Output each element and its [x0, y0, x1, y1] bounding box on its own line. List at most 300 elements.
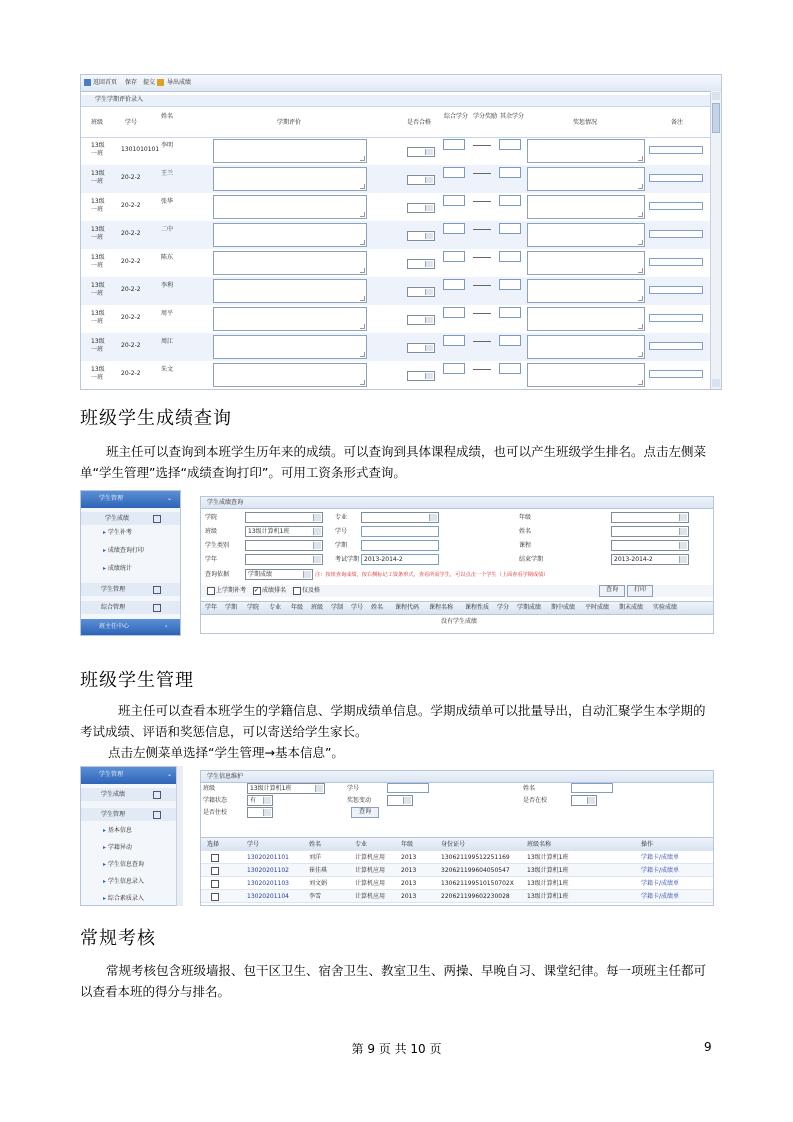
cell-major: 计算机应用	[355, 854, 386, 861]
remark-input[interactable]	[649, 174, 703, 182]
row-name: 周平	[161, 310, 174, 317]
result-col: 期中成绩	[551, 604, 576, 611]
result-col: 姓名	[371, 604, 384, 611]
query-value: 学期成绩	[248, 571, 273, 578]
form-label: 学号	[335, 528, 348, 535]
row-id: 20-2-2	[121, 202, 141, 209]
submenu-list	[81, 827, 181, 906]
row-class: 13级 一班	[91, 198, 105, 213]
select-checkbox[interactable]	[211, 867, 219, 875]
award-dash	[473, 145, 491, 146]
row-id: 1301010101	[121, 146, 160, 153]
collapse-icon[interactable]	[153, 515, 161, 523]
table-row	[201, 864, 713, 877]
cell-class: 13级计算机1班	[527, 854, 569, 861]
collapse-icon[interactable]	[153, 811, 161, 819]
table-row	[201, 890, 713, 903]
row-name: 朱文	[161, 366, 174, 373]
toolbar-submit[interactable]: 提交	[143, 79, 156, 86]
expand-icon[interactable]	[153, 586, 161, 594]
cell-name: 刘洋	[309, 854, 322, 861]
table-row	[81, 305, 710, 333]
pass-select[interactable]	[407, 203, 435, 213]
remark-input[interactable]	[649, 370, 703, 378]
form-select[interactable]	[245, 554, 323, 565]
form-label: 姓名	[519, 528, 532, 535]
cell-grade: 2013	[401, 880, 417, 887]
table-row	[81, 193, 710, 221]
panel-title: 学生成绩查询	[207, 499, 244, 506]
id-input[interactable]	[387, 783, 429, 793]
table-row	[81, 361, 710, 389]
info-form	[201, 785, 713, 835]
result-col: 课程代码	[395, 604, 420, 611]
credit-input[interactable]	[443, 251, 465, 262]
scroll-down-arrow-icon[interactable]	[712, 379, 720, 387]
row-name: 李利	[161, 282, 174, 289]
cell-idcard: 130621199512251169	[441, 854, 510, 861]
menu-top-label-2: 学生管理	[99, 771, 124, 778]
award-dash	[473, 229, 491, 230]
menu-sub-stat[interactable]	[103, 565, 132, 573]
form-select[interactable]	[245, 526, 323, 537]
table-row	[201, 851, 713, 864]
result-col: 学期	[225, 604, 238, 611]
submenu-item[interactable]	[103, 895, 144, 903]
score-query-screenshot	[80, 490, 714, 636]
row-class: 13级 一班	[91, 310, 105, 325]
remark-input[interactable]	[649, 314, 703, 322]
col-eval: 学期评价	[277, 119, 302, 126]
reward-textarea[interactable]	[527, 307, 645, 331]
scroll-thumb[interactable]	[712, 103, 720, 133]
score-query-panel	[200, 496, 714, 634]
form-label: 学院	[205, 514, 218, 521]
other-credit-input[interactable]	[499, 335, 521, 346]
credit-input[interactable]	[443, 335, 465, 346]
table-row	[81, 277, 710, 305]
table-row	[81, 249, 710, 277]
credit-input[interactable]	[443, 279, 465, 290]
col-award: 学分奖励	[473, 113, 498, 120]
table-body	[81, 137, 710, 389]
status-value: 有	[250, 797, 257, 804]
cell-grade: 2013	[401, 893, 417, 900]
result-col: 课程名称	[429, 604, 454, 611]
evaluation-textarea[interactable]	[213, 195, 367, 219]
label-name: 姓名	[523, 785, 536, 792]
credit-input[interactable]	[443, 363, 465, 374]
info-col: 操作	[641, 841, 654, 848]
row-id: 20-2-2	[121, 174, 141, 181]
form-label: 学生类别	[205, 542, 230, 549]
reward-textarea[interactable]	[527, 251, 645, 275]
menu-sub-makeup-label: 学生补考	[107, 529, 132, 536]
page-footer: 第 9 页 共 10 页	[351, 1042, 442, 1056]
form-label: 专业	[335, 514, 348, 521]
info-col: 选择	[207, 841, 220, 848]
other-credit-input[interactable]	[499, 139, 521, 150]
reward-textarea[interactable]	[527, 279, 645, 303]
label-inschool: 是否在校	[523, 797, 548, 804]
row-class: 13级 一班	[91, 282, 105, 297]
pass-select[interactable]	[407, 371, 435, 381]
other-credit-input[interactable]	[499, 251, 521, 262]
query-select[interactable]	[245, 569, 313, 580]
cell-name: 刘文娟	[309, 880, 328, 887]
options-row	[201, 585, 713, 597]
col-reward: 奖惩情况	[573, 119, 598, 126]
arrow-icon: ▸	[103, 565, 108, 572]
expand-icon[interactable]	[153, 604, 161, 612]
form-select[interactable]	[611, 540, 689, 551]
reward-textarea[interactable]	[527, 167, 645, 191]
row-class: 13级 一班	[91, 226, 105, 241]
menu-sub-print-label: 成绩查询打印	[107, 547, 144, 554]
result-col: 平时成绩	[585, 604, 610, 611]
table-header	[81, 109, 710, 138]
pass-select[interactable]	[407, 147, 435, 157]
arrow-icon: ▸	[103, 861, 108, 868]
result-col: 学号	[351, 604, 364, 611]
form-select[interactable]	[611, 526, 689, 537]
form-label: 年级	[519, 514, 532, 521]
cell-id[interactable]: 13020201104	[247, 893, 289, 900]
expand-icon[interactable]	[153, 791, 161, 799]
row-name: 王兰	[161, 170, 174, 177]
menu-top-student[interactable]	[81, 491, 180, 508]
menu-item-score-label: 学生成绩	[105, 515, 130, 522]
credit-input[interactable]	[443, 223, 465, 234]
scroll-up-arrow-icon[interactable]	[712, 92, 720, 100]
cell-class: 13级计算机1班	[527, 867, 569, 874]
select-checkbox[interactable]	[211, 854, 219, 862]
cell-class: 13级计算机1班	[527, 880, 569, 887]
info-col: 专业	[355, 841, 368, 848]
evaluation-textarea[interactable]	[213, 335, 367, 359]
row-name: 张华	[161, 198, 174, 205]
form-select[interactable]	[361, 512, 439, 523]
result-col: 课程性质	[465, 604, 490, 611]
award-dash	[473, 369, 491, 370]
class-select-value: 13级计算机1班	[250, 785, 292, 792]
form-select[interactable]	[245, 540, 323, 551]
other-credit-input[interactable]	[499, 167, 521, 178]
toolbar-export[interactable]: 导出成绩	[167, 79, 192, 86]
submenu-label: 综合素质录入	[107, 895, 144, 902]
result-col: 班级	[311, 604, 324, 611]
cell-major: 计算机应用	[355, 880, 386, 887]
info-table-body	[201, 851, 713, 906]
arrow-icon: ▸	[103, 547, 108, 554]
form-select[interactable]	[245, 512, 323, 523]
info-col: 年级	[401, 841, 414, 848]
menu-sub-stat-label: 成绩统计	[107, 565, 132, 572]
row-name: 周江	[161, 338, 174, 345]
result-col: 学分	[497, 604, 510, 611]
result-col: 学期成绩	[517, 604, 542, 611]
page-number: 9	[704, 1040, 712, 1054]
form-select[interactable]	[611, 554, 689, 565]
remark-input[interactable]	[649, 286, 703, 294]
result-col: 年级	[291, 604, 304, 611]
student-info-panel	[200, 770, 714, 906]
print-button[interactable]: 打印	[627, 585, 653, 597]
heading-class-score-query: 班级学生成绩查询	[80, 408, 232, 429]
menu-sub-makeup[interactable]	[103, 529, 132, 537]
pass-select[interactable]	[407, 259, 435, 269]
credit-input[interactable]	[443, 307, 465, 318]
class-select[interactable]	[247, 783, 325, 794]
checkbox-pass-label: 仅及格	[302, 587, 321, 594]
row-class: 13级 一班	[91, 254, 105, 269]
term-value: 2013-2014-2	[614, 556, 653, 563]
result-col: 学年	[205, 604, 218, 611]
para-score-query: 班主任可以查询到本班学生历年来的成绩。可以查询到具体课程成绩，也可以产生班级学生排名。点击左侧菜单“学生管理”选择“成绩查询打印”。可用工资条形式查询。	[80, 444, 707, 480]
cell-class: 13级计算机1班	[527, 893, 569, 900]
form-input[interactable]	[361, 526, 439, 537]
reward-textarea[interactable]	[527, 195, 645, 219]
cell-idcard: 320621199604050547	[441, 867, 510, 874]
award-dash	[473, 173, 491, 174]
form-label: 结束学期	[519, 556, 544, 563]
table-row	[81, 137, 710, 165]
section-title-bar	[81, 95, 710, 107]
table-row	[81, 221, 710, 249]
chevron-down-icon: ⌄	[167, 771, 173, 778]
col-credit: 综合学分	[444, 113, 469, 120]
panel-title-2: 学生信息维护	[207, 773, 244, 780]
home-icon[interactable]	[84, 79, 91, 86]
pass-select[interactable]	[407, 231, 435, 241]
panel-title-bar-2	[201, 771, 713, 783]
query-button-2[interactable]: 查询	[351, 807, 379, 818]
left-menu-2	[80, 766, 182, 906]
row-id: 20-2-2	[121, 314, 141, 321]
label-change: 奖惩变动	[347, 797, 372, 804]
evaluation-textarea[interactable]	[213, 363, 367, 387]
result-col: 学院	[247, 604, 260, 611]
other-credit-input[interactable]	[499, 279, 521, 290]
para-routine-assessment: 常规考核包含班级墙报、包干区卫生、宿舍卫生、教室卫生、两操、早晚自习、课堂纪律。每一项班主任都可以查看本班的得分与排名。	[80, 963, 707, 999]
form-label: 考试学期	[335, 556, 360, 563]
cell-name: 李雪	[309, 893, 322, 900]
submenu-label: 学籍异动	[107, 844, 132, 851]
pass-select[interactable]	[407, 175, 435, 185]
menu-group-general-label: 综合管理	[101, 604, 126, 611]
award-dash	[473, 313, 491, 314]
reward-textarea[interactable]	[527, 223, 645, 247]
menu-sub-print[interactable]	[103, 547, 144, 555]
checkbox-last-term[interactable]	[207, 587, 215, 595]
remark-input[interactable]	[649, 202, 703, 210]
red-note: 注：按钮查询成绩，按右侧标记工资条形式，查看所需学生，可以点击一个学生（上面查看学期成绩）	[315, 572, 549, 578]
row-name: 李明	[161, 142, 174, 149]
change-select[interactable]	[387, 795, 413, 806]
checkbox-rank-label: 成绩排名	[262, 587, 287, 594]
evaluation-textarea[interactable]	[213, 139, 367, 163]
info-col: 身份证号	[441, 841, 466, 848]
export-icon[interactable]	[157, 79, 164, 86]
form-input[interactable]	[361, 554, 439, 565]
result-col: 专业	[269, 604, 282, 611]
name-input[interactable]	[571, 783, 613, 793]
other-credit-input[interactable]	[499, 363, 521, 374]
row-id: 20-2-2	[121, 342, 141, 349]
section-title: 学生学期评价录入	[95, 96, 144, 103]
row-id: 20-2-2	[121, 230, 141, 237]
student-info-screenshot	[80, 766, 714, 906]
pass-select[interactable]	[407, 343, 435, 353]
submenu-item[interactable]	[103, 844, 132, 852]
row-name: 二中	[161, 226, 174, 233]
pass-select[interactable]	[407, 315, 435, 325]
credit-input[interactable]	[443, 167, 465, 178]
reward-textarea[interactable]	[527, 335, 645, 359]
cell-op[interactable]: 学籍卡/成绩单	[641, 880, 680, 887]
evaluation-textarea[interactable]	[213, 251, 367, 275]
remark-input[interactable]	[649, 258, 703, 266]
query-button[interactable]: 查询	[599, 585, 625, 597]
remark-input[interactable]	[649, 230, 703, 238]
dorm-select[interactable]	[247, 807, 273, 818]
inschool-select[interactable]	[571, 795, 597, 806]
para-student-mgmt-2: 点击左侧菜单选择“学生管理→基本信息”。	[108, 745, 344, 760]
row-id: 20-2-2	[121, 370, 141, 377]
checkbox-rank[interactable]: ✓	[254, 587, 260, 594]
term-value: 2013-2014-2	[364, 556, 403, 563]
cell-op[interactable]: 学籍卡/成绩单	[641, 854, 680, 861]
row-id: 20-2-2	[121, 286, 141, 293]
toolbar-save[interactable]: 保存	[125, 79, 138, 86]
evaluation-textarea[interactable]	[213, 307, 367, 331]
col-other: 其余学分	[500, 113, 525, 120]
cell-major: 计算机应用	[355, 867, 386, 874]
evaluation-textarea[interactable]	[213, 223, 367, 247]
reward-textarea[interactable]	[527, 139, 645, 163]
award-dash	[473, 341, 491, 342]
reward-textarea[interactable]	[527, 363, 645, 387]
form-label: 学年	[205, 556, 218, 563]
other-credit-input[interactable]	[499, 307, 521, 318]
form-label: 学期	[335, 542, 348, 549]
menu-group-student[interactable]	[81, 583, 180, 596]
evaluation-textarea[interactable]	[213, 167, 367, 191]
cell-idcard: 220621199602230028	[441, 893, 510, 900]
label-id: 学号	[347, 785, 360, 792]
toolbar	[81, 75, 721, 92]
other-credit-input[interactable]	[499, 195, 521, 206]
menu-group-score-2[interactable]	[81, 788, 181, 801]
result-col: 实验成绩	[653, 604, 678, 611]
left-menu	[80, 490, 181, 636]
label-status: 学籍状态	[203, 797, 228, 804]
pass-select[interactable]	[407, 287, 435, 297]
cell-id[interactable]: 13020201101	[247, 854, 289, 861]
award-dash	[473, 285, 491, 286]
menu-bottom-label: 班主任中心	[99, 623, 130, 630]
cell-id[interactable]: 13020201102	[247, 867, 289, 874]
row-class: 13级 一班	[91, 338, 105, 353]
menu-bottom-teacher[interactable]	[81, 619, 180, 635]
credit-input[interactable]	[443, 139, 465, 150]
heading-class-student-mgmt: 班级学生管理	[80, 670, 194, 691]
heading-routine-assessment: 常规考核	[80, 928, 156, 949]
arrow-icon: ▸	[103, 529, 108, 536]
cell-idcard: 130621199510150702X	[441, 880, 514, 887]
form-input[interactable]	[361, 540, 439, 551]
submenu-label: 学生信息查询	[107, 861, 144, 868]
chevron-down-icon: ⌄	[167, 495, 173, 502]
label-class: 班级	[203, 785, 216, 792]
cell-major: 计算机应用	[355, 893, 386, 900]
cell-grade: 2013	[401, 867, 417, 874]
award-dash	[473, 201, 491, 202]
submenu-item[interactable]	[103, 827, 132, 835]
vertical-scrollbar[interactable]	[710, 91, 721, 389]
form-select[interactable]	[611, 512, 689, 523]
row-name: 陈东	[161, 254, 174, 261]
menu-top-student-2[interactable]	[81, 767, 181, 784]
info-col: 班级名称	[527, 841, 552, 848]
menu-scrollbar[interactable]	[176, 766, 183, 906]
submenu-item[interactable]	[103, 861, 144, 869]
panel-title-bar	[201, 497, 713, 509]
evaluation-textarea[interactable]	[213, 279, 367, 303]
result-header	[201, 601, 713, 615]
col-remark: 备注	[671, 119, 684, 126]
toolbar-home[interactable]: 返回首页	[93, 79, 118, 86]
menu-group-student-2-label: 学生管理	[101, 811, 126, 818]
cell-op[interactable]: 学籍卡/成绩单	[641, 867, 680, 874]
arrow-icon: ▸	[103, 895, 108, 902]
menu-group-score-2-label: 学生成绩	[101, 791, 126, 798]
menu-group-student-2[interactable]	[81, 808, 181, 821]
row-id: 20-2-2	[121, 258, 141, 265]
checkbox-last-term-label: 上学期补考	[216, 587, 247, 594]
result-col: 学制	[331, 604, 344, 611]
award-dash	[473, 257, 491, 258]
result-col: 期末成绩	[619, 604, 644, 611]
remark-input[interactable]	[649, 342, 703, 350]
query-label: 查询依据	[205, 571, 230, 578]
status-select[interactable]	[247, 795, 273, 806]
info-table-header	[201, 837, 713, 852]
para-student-mgmt: 班主任可以查看本班学生的学籍信息、学期成绩单信息。学期成绩单可以批量导出，自动汇聚学生本学期的考试成绩、评语和奖惩信息，可以寄送给学生家长。	[80, 703, 706, 739]
submenu-label: 学生信息录入	[107, 878, 144, 885]
form-label: 课程	[519, 542, 532, 549]
select-checkbox[interactable]	[211, 880, 219, 888]
empty-result-text: 没有学生成绩	[441, 618, 478, 625]
credit-input[interactable]	[443, 195, 465, 206]
query-form	[201, 512, 713, 584]
class-value: 13级计算机1班	[248, 528, 290, 535]
chevron-right-icon: ›	[165, 623, 168, 630]
submenu-item[interactable]	[103, 878, 144, 886]
remark-input[interactable]	[649, 146, 703, 154]
cell-op[interactable]: 学籍卡/成绩单	[641, 893, 680, 900]
checkbox-pass[interactable]	[293, 587, 301, 595]
arrow-icon: ▸	[103, 827, 108, 834]
select-checkbox[interactable]	[211, 893, 219, 901]
menu-group-general[interactable]	[81, 601, 180, 614]
cell-id[interactable]: 13020201103	[247, 880, 289, 887]
arrow-icon: ▸	[103, 844, 108, 851]
cell-name: 崔佳琪	[309, 867, 328, 874]
other-credit-input[interactable]	[499, 223, 521, 234]
menu-top-label: 学生管理	[99, 495, 124, 502]
menu-item-score[interactable]	[81, 512, 180, 525]
